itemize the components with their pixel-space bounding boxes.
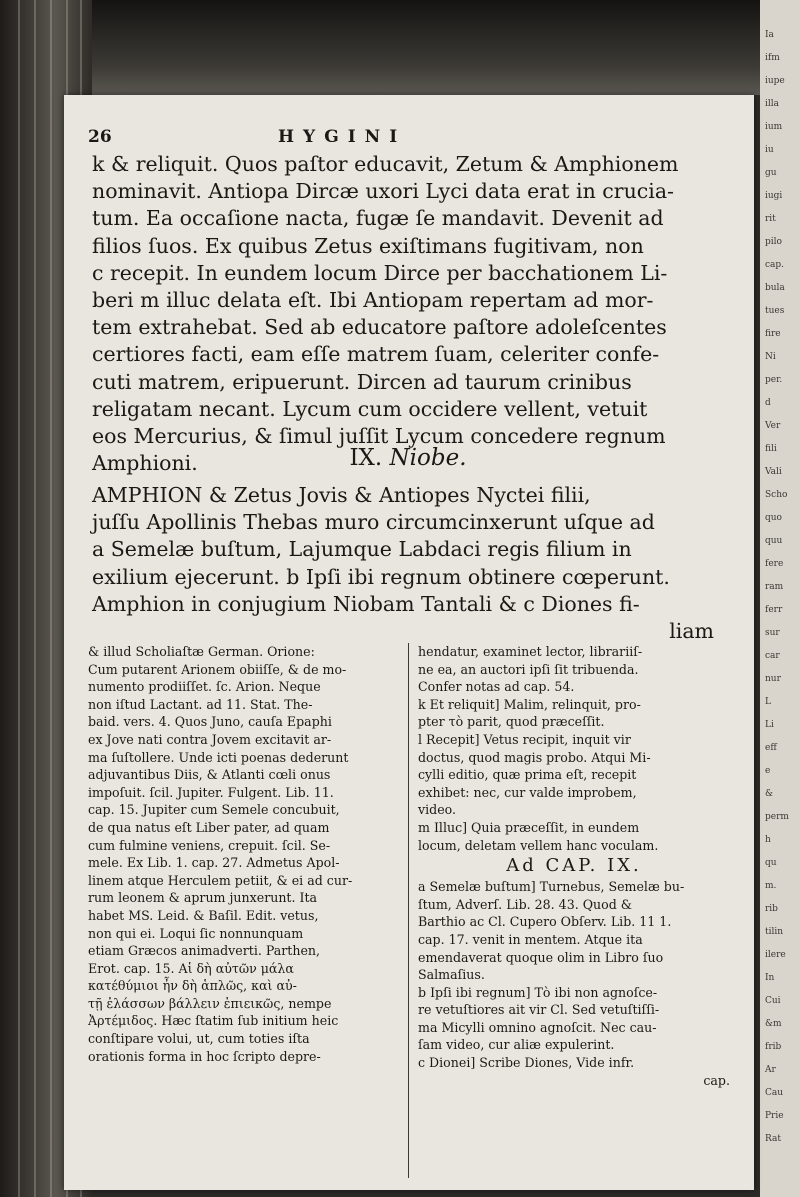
adjacent-page-fragment: Ver xyxy=(765,421,781,431)
adjacent-page-fragment: pilo xyxy=(765,237,782,247)
note-line: rum leonem & aprum junxerunt. Ita xyxy=(88,890,318,906)
note-line: mele. Ex Lib. 1. cap. 27. Admetus Apol- xyxy=(88,855,340,871)
note-line: m Illuc] Quia præceſſit, in eundem xyxy=(418,819,640,835)
adjacent-page-fragment: cap. xyxy=(765,260,785,270)
section-numeral: IX. xyxy=(349,445,383,471)
adjacent-page-fragment: illa xyxy=(765,99,780,109)
adjacent-page-fragment: e xyxy=(765,766,771,776)
adjacent-page-fragment: & xyxy=(765,789,774,799)
note-line: & illud Scholiaſtæ German. Orione: xyxy=(88,644,315,659)
note-line: k Et reliquit] Malim, relinquit, pro- xyxy=(418,696,641,712)
note-line: exhibet: nec, cur valde improbem, xyxy=(418,784,637,800)
section-heading xyxy=(88,445,728,471)
adjacent-page-edge xyxy=(760,0,800,1197)
notes-catchword: cap. xyxy=(703,1072,730,1088)
note-line: Confer notas ad cap. 54. xyxy=(418,679,575,695)
note-line: adjuvantibus Diis, & Atlanti cœli onus xyxy=(88,767,331,783)
adjacent-page-fragment: rit xyxy=(765,214,776,224)
adjacent-page-fragment: sur xyxy=(765,628,780,638)
text-line: tum. Ea occaſione nacta, fugæ ſe mandavit. Devenit ad xyxy=(92,206,664,231)
note-line: conſtipare volui, ut, cum toties iſta xyxy=(88,1031,310,1047)
adjacent-page-fragment: Cau xyxy=(765,1088,784,1098)
note-line: ſam video, cur aliæ expulerint. xyxy=(418,1037,615,1053)
adjacent-page-fragment: ilere xyxy=(765,950,786,960)
notes-subheading: Ad CAP. IX. xyxy=(506,855,642,877)
note-line: c Dionei] Scribe Diones, Vide infr. xyxy=(418,1055,635,1071)
note-line: re vetuſtiores ait vir Cl. Sed vetuſtiſſi- xyxy=(418,1002,660,1018)
adjacent-page-fragment: Li xyxy=(765,720,774,730)
text-line: Amphion in conjugium Niobam Tantali & c Diones fi- xyxy=(92,591,640,616)
footnotes-left-column xyxy=(88,643,400,1065)
note-line: l Recepit] Vetus recipit, inquit vir xyxy=(418,731,631,747)
adjacent-page-fragment: iu xyxy=(765,145,774,155)
adjacent-page-fragment: eff xyxy=(765,743,777,753)
adjacent-page-fragment: Prie xyxy=(765,1111,784,1121)
adjacent-page-fragment: Scho xyxy=(765,490,788,500)
note-line: cap. 17. venit in mentem. Atque ita xyxy=(418,931,643,947)
note-line: Ἀρτέμιδος. Hæc ſtatim ſub initium heic xyxy=(88,1013,339,1029)
text-line: cuti matrem, eripuerunt. Dircen ad taurum crinibus xyxy=(92,369,632,394)
adjacent-page-fragment: ram xyxy=(765,582,784,592)
running-title: HYGINI xyxy=(278,127,407,147)
text-line: eos Mercurius, & ſimul juſſit Lycum concedere regnum xyxy=(92,424,666,449)
adjacent-page-fragment: &m xyxy=(765,1019,782,1029)
adjacent-page-fragment: ferr xyxy=(765,605,783,615)
adjacent-page-fragment: bula xyxy=(765,283,785,293)
note-line: κατέθύμιοι ἦν δὴ ἁπλῶς, καὶ αὐ- xyxy=(88,978,297,994)
adjacent-page-fragment: Ar xyxy=(765,1065,776,1075)
note-line: a Semelæ buſtum] Turnebus, Semelæ bu- xyxy=(418,879,685,895)
adjacent-page-fragment: Rat xyxy=(765,1134,781,1144)
text-line: nominavit. Antiopa Dircæ uxori Lyci data erat in crucia- xyxy=(92,179,674,204)
note-line: pter τὸ parit, quod præceſſit. xyxy=(418,714,605,730)
note-line: Salmaſius. xyxy=(418,967,485,983)
note-line: baid. vers. 4. Quos Juno, cauſa Epaphi xyxy=(88,714,332,730)
note-line: emendaverat quoque olim in Libro ſuo xyxy=(418,949,664,965)
adjacent-page-fragment: perm xyxy=(765,812,789,822)
note-line: doctus, quod magis probo. Atqui Mi- xyxy=(418,749,651,765)
note-line: etiam Græcos animadverti. Parthen, xyxy=(88,943,321,959)
adjacent-page-fragment: Cui xyxy=(765,996,781,1006)
text-line: filios ſuos. Ex quibus Zetus exiſtimans fugitivam, non xyxy=(92,233,644,258)
adjacent-page-fragment: tues xyxy=(765,306,785,316)
adjacent-page-fragment: fire xyxy=(765,329,781,339)
page-header xyxy=(88,127,728,149)
text-line: Amphioni. xyxy=(92,451,198,476)
section-title: Niobe. xyxy=(389,445,467,471)
book-page xyxy=(64,95,754,1190)
note-line: cap. 15. Jupiter cum Semele concubuit, xyxy=(88,802,340,818)
adjacent-page-fragment: qu xyxy=(765,858,777,868)
note-line: ma ſuſtollere. Unde icti poenas dederunt xyxy=(88,749,349,765)
adjacent-page-fragment: d xyxy=(765,398,771,408)
adjacent-page-fragment: Vali xyxy=(765,467,782,477)
adjacent-page-fragment: In xyxy=(765,973,775,983)
note-line: ex Jove nati contra Jovem excitavit ar- xyxy=(88,731,332,747)
note-line: b Ipſi ibi regnum] Τὸ ibi non agnoſce- xyxy=(418,984,658,1000)
text-line: AMPHION & Zetus Jovis & Antiopes Nyctei filii, xyxy=(92,483,591,507)
note-line: numento prodiiſſet. ſc. Arion. Neque xyxy=(88,679,321,695)
note-line: non qui ei. Loqui ſic nonnunquam xyxy=(88,925,304,941)
footnotes-right-column xyxy=(418,643,730,1089)
text-line: beri m illuc delata eſt. Ibi Antiopam repertam ad mor- xyxy=(92,288,654,313)
section-text-block xyxy=(92,482,724,645)
catchword: liam xyxy=(669,619,714,644)
column-divider xyxy=(408,643,409,1178)
note-line: ne ea, an auctori ipſi ſit tribuenda. xyxy=(418,661,639,677)
note-line: non iſtud Lactant. ad 11. Stat. The- xyxy=(88,696,313,712)
page-number: 26 xyxy=(88,127,112,147)
text-line: exilium ejecerunt. b Ipſi ibi regnum obtinere cœperunt. xyxy=(92,564,670,589)
adjacent-page-fragment: car xyxy=(765,651,780,661)
adjacent-page-fragment: rib xyxy=(765,904,778,914)
note-line: Cum putarent Arionem obiiſſe, & de mo- xyxy=(88,661,347,677)
text-line: certiores facti, eam eſſe matrem ſuam, celeriter confe- xyxy=(92,342,660,367)
adjacent-page-fragment: frib xyxy=(765,1042,782,1052)
adjacent-page-fragment: gu xyxy=(765,168,777,178)
note-line: de qua natus eſt Liber pater, ad quam xyxy=(88,819,330,835)
note-line: habet MS. Leid. & Baſil. Edit. vetus, xyxy=(88,907,319,923)
note-line: impoſuit. ſcil. Jupiter. Fulgent. Lib. 11. xyxy=(88,784,334,800)
main-text-block xyxy=(92,151,724,477)
note-line: orationis forma in hoc ſcripto depre- xyxy=(88,1048,321,1064)
note-line: video. xyxy=(418,802,457,818)
adjacent-page-fragment: quo xyxy=(765,513,782,523)
note-line: cylli editio, quæ prima eſt, recepit xyxy=(418,767,637,783)
text-line: c recepit. In eundem locum Dirce per bacchationem Li- xyxy=(92,260,668,285)
adjacent-page-fragment: ium xyxy=(765,122,783,132)
adjacent-page-fragment: ifm xyxy=(765,53,780,63)
adjacent-page-fragment: iugi xyxy=(765,191,783,201)
adjacent-page-fragment: nur xyxy=(765,674,781,684)
adjacent-page-fragment: tilin xyxy=(765,927,784,937)
adjacent-page-fragment: fili xyxy=(765,444,777,454)
adjacent-page-fragment: quu xyxy=(765,536,783,546)
adjacent-page-fragment: fere xyxy=(765,559,784,569)
note-line: ſtum, Adverſ. Lib. 28. 43. Quod & xyxy=(418,896,633,912)
adjacent-page-fragment: L xyxy=(765,697,771,707)
text-line: a Semelæ buſtum, Lajumque Labdaci regis filium in xyxy=(92,537,632,562)
note-line: ma Micylli omnino agnoſcit. Nec cau- xyxy=(418,1019,657,1035)
adjacent-page-fragment: per. xyxy=(765,375,783,385)
note-line: Barthio ac Cl. Cupero Obſerv. Lib. 11 1. xyxy=(418,914,672,930)
scan-shadow-top xyxy=(92,0,760,95)
text-line: tem extrahebat. Sed ab educatore paſtore adoleſcentes xyxy=(92,315,667,340)
adjacent-page-fragment: m. xyxy=(765,881,777,891)
note-line: τῇ ἐλάσσων βάλλειν ἐπιεικῶς, nempe xyxy=(88,995,332,1011)
adjacent-page-fragment: iupe xyxy=(765,76,785,86)
note-line: locum, deletam vellem hanc voculam. xyxy=(418,837,659,853)
note-line: linem atque Herculem petiit, & ei ad cur- xyxy=(88,872,353,888)
text-line: religatam necant. Lycum cum occidere vellent, vetuit xyxy=(92,396,648,421)
text-line: juſſu Apollinis Thebas muro circumcinxerunt uſque ad xyxy=(92,510,655,535)
note-line: cum fulmine veniens, crepuit. ſcil. Se- xyxy=(88,837,331,853)
adjacent-page-fragment: Ni xyxy=(765,352,776,362)
adjacent-page-fragment: Ia xyxy=(765,30,774,40)
adjacent-page-fragment: h xyxy=(765,835,771,845)
note-line: hendatur, examinet lector, librariiſ- xyxy=(418,644,643,659)
text-line: k & reliquit. Quos paſtor educavit, Zetum & Amphionem xyxy=(92,152,679,176)
note-line: Erot. cap. 15. Αἱ δὴ αὐτῶν μάλα xyxy=(88,960,294,976)
